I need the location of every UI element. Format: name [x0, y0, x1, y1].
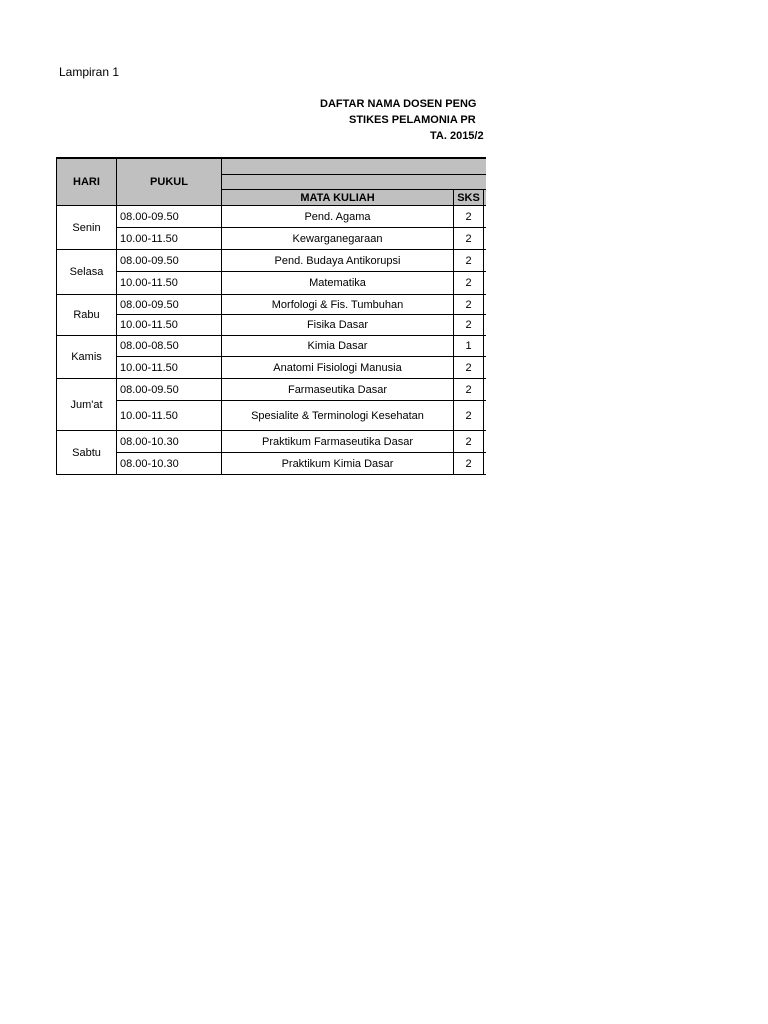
- header-group-mid: [222, 175, 487, 190]
- course-cell: Kimia Dasar: [222, 336, 454, 357]
- header-hari: HARI: [57, 158, 117, 206]
- table-row: [57, 401, 487, 431]
- time-cell: 08.00-09.50: [117, 295, 222, 315]
- header-sks: SKS: [454, 190, 484, 206]
- sks-cell: 2: [454, 453, 484, 475]
- course-cell: Praktikum Kimia Dasar: [222, 453, 454, 475]
- sks-cell: 2: [454, 206, 484, 228]
- truncated-cell: [484, 336, 487, 357]
- day-cell: Kamis: [57, 336, 117, 379]
- course-cell: Spesialite & Terminologi Kesehatan: [222, 401, 454, 431]
- day-cell: Selasa: [57, 250, 117, 295]
- sks-cell: 2: [454, 295, 484, 315]
- course-cell: Kewarganegaraan: [222, 228, 454, 250]
- course-cell: Morfologi & Fis. Tumbuhan: [222, 295, 454, 315]
- sks-cell: 2: [454, 379, 484, 401]
- document-title: [260, 96, 486, 144]
- sks-cell: 2: [454, 431, 484, 453]
- table-row: [57, 379, 487, 401]
- table-row: [57, 431, 487, 453]
- time-cell: 08.00-09.50: [117, 379, 222, 401]
- attachment-label: Lampiran 1: [59, 65, 120, 79]
- title-line-1: DAFTAR NAMA DOSEN PENG: [320, 98, 477, 110]
- time-cell: 10.00-11.50: [117, 228, 222, 250]
- sks-cell: 2: [454, 228, 484, 250]
- schedule-table: [56, 157, 486, 475]
- truncated-cell: [484, 379, 487, 401]
- time-cell: 10.00-11.50: [117, 315, 222, 336]
- truncated-cell: [484, 206, 487, 228]
- time-cell: 08.00-09.50: [117, 250, 222, 272]
- truncated-cell: [484, 453, 487, 475]
- sks-cell: 1: [454, 336, 484, 357]
- title-line-2: STIKES PELAMONIA PR: [349, 114, 476, 126]
- truncated-cell: [484, 431, 487, 453]
- header-group-top: [222, 158, 487, 175]
- time-cell: 08.00-09.50: [117, 206, 222, 228]
- time-cell: 10.00-11.50: [117, 357, 222, 379]
- truncated-cell: [484, 315, 487, 336]
- truncated-cell: [484, 272, 487, 295]
- truncated-cell: [484, 250, 487, 272]
- course-cell: Farmaseutika Dasar: [222, 379, 454, 401]
- sks-cell: 2: [454, 315, 484, 336]
- sks-cell: 2: [454, 250, 484, 272]
- table-row: [57, 453, 487, 475]
- sks-cell: 2: [454, 401, 484, 431]
- course-cell: Anatomi Fisiologi Manusia: [222, 357, 454, 379]
- header-extra: [484, 190, 487, 206]
- day-cell: Senin: [57, 206, 117, 250]
- table-row: [57, 295, 487, 315]
- day-cell: Rabu: [57, 295, 117, 336]
- time-cell: 08.00-10.30: [117, 431, 222, 453]
- table-row: [57, 272, 487, 295]
- day-cell: Sabtu: [57, 431, 117, 475]
- time-cell: 08.00-08.50: [117, 336, 222, 357]
- time-cell: 10.00-11.50: [117, 272, 222, 295]
- day-cell: Jum'at: [57, 379, 117, 431]
- table-row: [57, 336, 487, 357]
- truncated-cell: [484, 357, 487, 379]
- schedule-body: [57, 206, 487, 475]
- truncated-cell: [484, 295, 487, 315]
- course-cell: Fisika Dasar: [222, 315, 454, 336]
- time-cell: 08.00-10.30: [117, 453, 222, 475]
- header-mata-kuliah: MATA KULIAH: [222, 190, 454, 206]
- header-pukul: PUKUL: [117, 158, 222, 206]
- table-row: [57, 315, 487, 336]
- course-cell: Praktikum Farmaseutika Dasar: [222, 431, 454, 453]
- title-line-3: TA. 2015/2: [430, 130, 484, 142]
- truncated-cell: [484, 228, 487, 250]
- course-cell: Pend. Agama: [222, 206, 454, 228]
- time-cell: 10.00-11.50: [117, 401, 222, 431]
- sks-cell: 2: [454, 357, 484, 379]
- course-cell: Matematika: [222, 272, 454, 295]
- table-row: [57, 250, 487, 272]
- table-row: [57, 357, 487, 379]
- table-row: [57, 228, 487, 250]
- table-row: [57, 206, 487, 228]
- schedule-sheet: [56, 157, 486, 483]
- truncated-cell: [484, 401, 487, 431]
- course-cell: Pend. Budaya Antikorupsi: [222, 250, 454, 272]
- sks-cell: 2: [454, 272, 484, 295]
